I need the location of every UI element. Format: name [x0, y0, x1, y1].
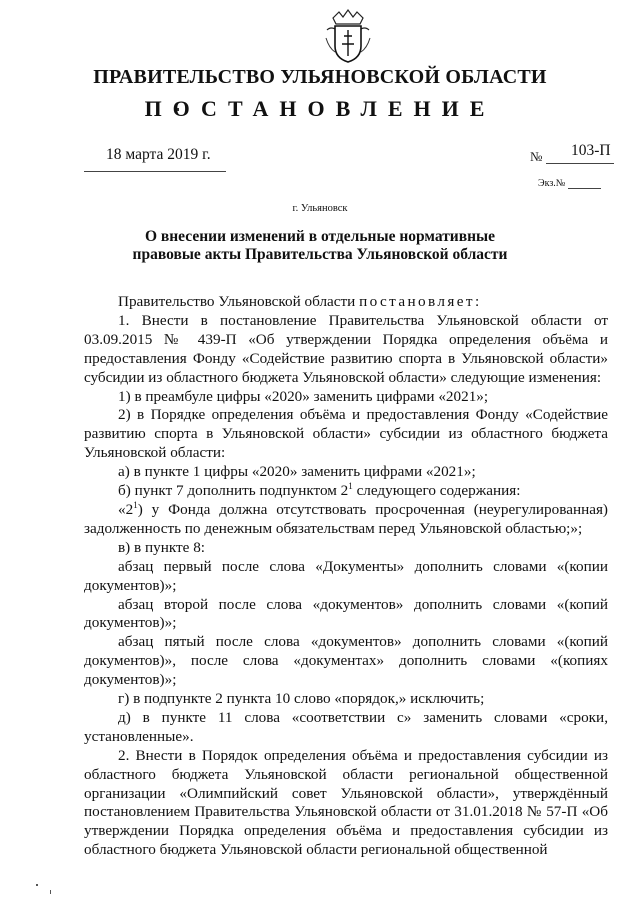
document-type-heading: ПОСТАНОВЛЕНИЕ	[144, 96, 496, 121]
preamble-lead: Правительство Ульяновской области	[118, 293, 360, 310]
document-date: 18 марта 2019 г.	[106, 146, 211, 163]
document-number: 103-П	[571, 142, 611, 159]
copy-number-underline	[568, 188, 601, 189]
paragraph-1-2: 2) в Порядке определения объёма и предоставления Фонду «Содействие развитию спорта в Ульяновской области» субсидии из областного бюджета Ульяновской области:	[84, 406, 608, 462]
scan-artifact	[50, 890, 51, 894]
paragraph-2: 2. Внести в Порядок определения объёма и предоставления субсидии из областного бюджета Ульяновской области региональной общественной организации «Олимпийский совет Ульяновской области», утверждённый постановлением Правительства Ульяновской области от 31.01.2018 № 57-П «Об утверждении Порядка определения объёма и предоставления субсидии из областного бюджета Ульяновской области региональной общественной	[84, 746, 608, 859]
coat-of-arms-icon	[325, 8, 371, 64]
scan-artifact	[36, 884, 38, 886]
document-body	[84, 293, 608, 860]
date-underline	[84, 171, 226, 172]
city-label: г. Ульяновск	[292, 203, 348, 214]
paragraph-1: 1. Внести в постановление Правительства Ульяновской области от 03.09.2015 № 439-П «Об утверждении Порядка определения объёма и предоставления Фонду «Содействие развитию спорта в Ульяновской области» субсидии из областного бюджета Ульяновской области» следующие изменения:	[84, 311, 608, 386]
paragraph-1-2-c-3: абзац пятый после слова «документов» дополнить словами «(копий документов)», после слова «документах» дополнить словами «(копиях документов)»;	[84, 633, 608, 689]
subject-line-1: О внесении изменений в отдельные нормативные	[144, 228, 496, 245]
superscript: 1	[133, 499, 138, 510]
subject-line-2: правовые акты Правительства Ульяновской области	[132, 246, 508, 263]
preamble	[84, 293, 608, 312]
number-underline	[546, 163, 614, 164]
paragraph-quote-tail: ) у Фонда должна отсутствовать просроченная (неурегулированная) задолженность по денежным обязательствам перед Ульяновской областью;»;	[84, 500, 608, 537]
paragraph-1-2-b-lead: б) пункт 7 дополнить подпунктом 2	[118, 482, 349, 500]
number-sign: №	[530, 149, 543, 164]
paragraph-1-2-b-tail: следующего содержания:	[352, 482, 521, 500]
paragraph-1-2-c-1: абзац первый после слова «Документы» дополнить словами «(копии документов)»;	[84, 557, 608, 594]
paragraph-1-2-c-2: абзац второй после слова «документов» дополнить словами «(копий документов)»;	[84, 595, 608, 632]
paragraph-1-2-d: г) в подпункте 2 пункта 10 слово «порядок,» исключить;	[118, 690, 485, 708]
paragraph-quote-lead: «2	[118, 500, 134, 518]
document-subject	[0, 228, 640, 264]
preamble-colon: :	[474, 293, 480, 310]
copy-number-label: Экз.№	[538, 178, 566, 189]
paragraph-1-2-b	[84, 482, 608, 501]
paragraph-quote	[84, 501, 608, 539]
paragraph-1-2-c: в) в пункте 8:	[118, 538, 206, 556]
paragraph-1-2-a: а) в пункте 1 цифры «2020» заменить цифрами «2021»;	[118, 463, 476, 481]
paragraph-1-2-e: д) в пункте 11 слова «соответствии с» заменить словами «сроки, установленные».	[84, 708, 608, 745]
preamble-decree-word: постановляет	[359, 293, 475, 310]
organization-title: ПРАВИТЕЛЬСТВО УЛЬЯНОВСКОЙ ОБЛАСТИ	[93, 66, 547, 88]
superscript: 1	[348, 481, 353, 491]
paragraph-1-1: 1) в преамбуле цифры «2020» заменить цифрами «2021»;	[118, 387, 489, 405]
